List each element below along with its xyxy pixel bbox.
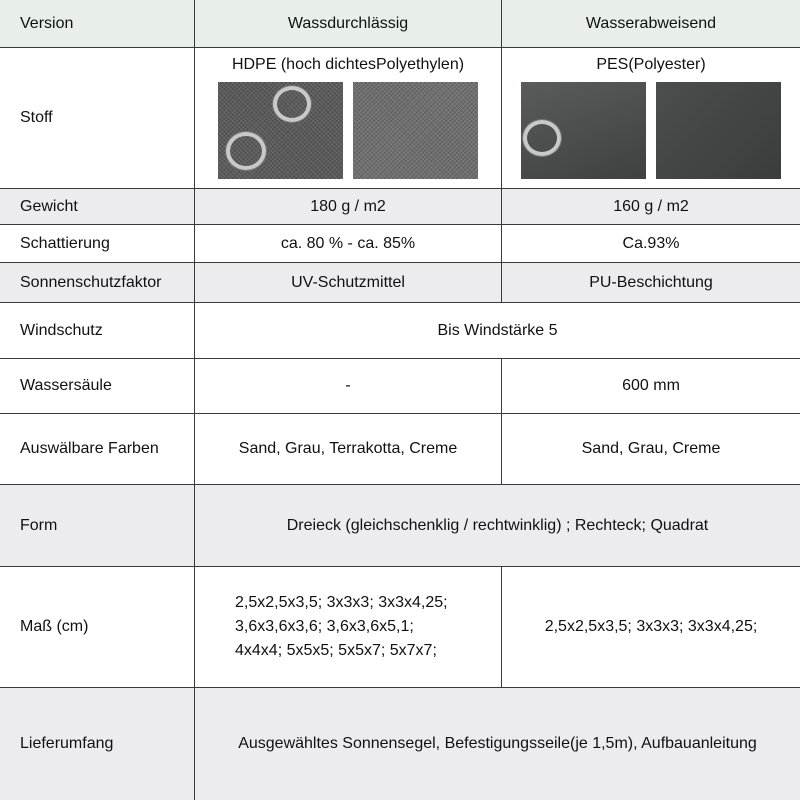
row-wassersaeule <box>0 359 800 414</box>
sonnenschutz-pes: PU-Beschichtung <box>589 273 713 291</box>
header-col-wasserabweisend: Wasserabweisend <box>585 14 717 32</box>
schattierung-hdpe: ca. 80 % - ca. 85% <box>195 225 502 262</box>
row-form <box>0 485 800 567</box>
row-farben <box>0 414 800 485</box>
hdpe-swatches <box>218 82 478 179</box>
mass-hdpe-line: 3,6x3,6x3,6; 3,6x3,6x5,1; <box>235 618 414 635</box>
stoff-pes-cell <box>502 48 800 188</box>
row-label: Schattierung <box>0 225 195 262</box>
stoff-hdpe-title: HDPE (hoch dichtesPolyethylen) <box>231 56 465 73</box>
header-label: Version <box>0 0 195 47</box>
gewicht-pes: 160 g / m2 <box>613 197 689 215</box>
wassersaeule-hdpe: - <box>195 359 502 413</box>
header-row <box>0 0 800 48</box>
gewicht-hdpe: 180 g / m2 <box>195 189 502 224</box>
mass-hdpe-line: 2,5x2,5x3,5; 3x3x3; 3x3x4,25; <box>235 594 448 611</box>
pes-swatches <box>521 82 781 179</box>
row-label: Stoff <box>0 48 195 188</box>
row-label: Gewicht <box>0 189 195 224</box>
row-label: Windschutz <box>0 303 195 358</box>
mass-hdpe-lines <box>235 591 448 663</box>
header-col-wassdurchlaessig: Wassdurchlässig <box>195 0 502 47</box>
row-stoff <box>0 48 800 189</box>
hdpe-fabric-with-rings-image <box>218 82 343 179</box>
stoff-hdpe-cell <box>195 48 502 188</box>
row-label: Auswälbare Farben <box>0 414 195 484</box>
pes-fabric-closeup-image <box>656 82 781 179</box>
mass-pes: 2,5x2,5x3,5; 3x3x3; 3x3x4,25; <box>544 618 758 635</box>
wassersaeule-pes: 600 mm <box>622 377 680 394</box>
row-schattierung <box>0 225 800 263</box>
farben-pes: Sand, Grau, Creme <box>581 440 721 457</box>
schattierung-pes: Ca.93% <box>622 234 680 252</box>
row-label: Maß (cm) <box>0 567 195 687</box>
row-label: Sonnenschutzfaktor <box>0 263 195 302</box>
d-ring-icon <box>273 86 311 122</box>
hdpe-fabric-closeup-image <box>353 82 478 179</box>
d-ring-icon <box>523 120 561 156</box>
row-mass <box>0 567 800 688</box>
d-ring-icon <box>226 132 266 170</box>
stoff-pes-title: PES(Polyester) <box>596 56 706 73</box>
row-windschutz <box>0 303 800 359</box>
row-lieferumfang <box>0 688 800 800</box>
windschutz-value: Bis Windstärke 5 <box>437 321 558 339</box>
row-label: Form <box>0 485 195 566</box>
mass-hdpe-line: 4x4x4; 5x5x5; 5x5x7; 5x7x7; <box>235 642 437 659</box>
lieferumfang-value: Ausgewähltes Sonnensegel, Befestigungsseile(je 1,5m), Aufbauanleitung <box>238 735 757 752</box>
farben-hdpe: Sand, Grau, Terrakotta, Creme <box>195 414 502 484</box>
form-value: Dreieck (gleichschenklig / rechtwinklig) ; Rechteck; Quadrat <box>286 516 709 534</box>
row-label: Wassersäule <box>0 359 195 413</box>
row-label: Lieferumfang <box>0 688 195 800</box>
pes-fabric-with-ring-image <box>521 82 646 179</box>
mass-hdpe <box>195 567 502 687</box>
sonnenschutz-hdpe: UV-Schutzmittel <box>195 263 502 302</box>
row-gewicht <box>0 189 800 225</box>
row-sonnenschutzfaktor <box>0 263 800 303</box>
